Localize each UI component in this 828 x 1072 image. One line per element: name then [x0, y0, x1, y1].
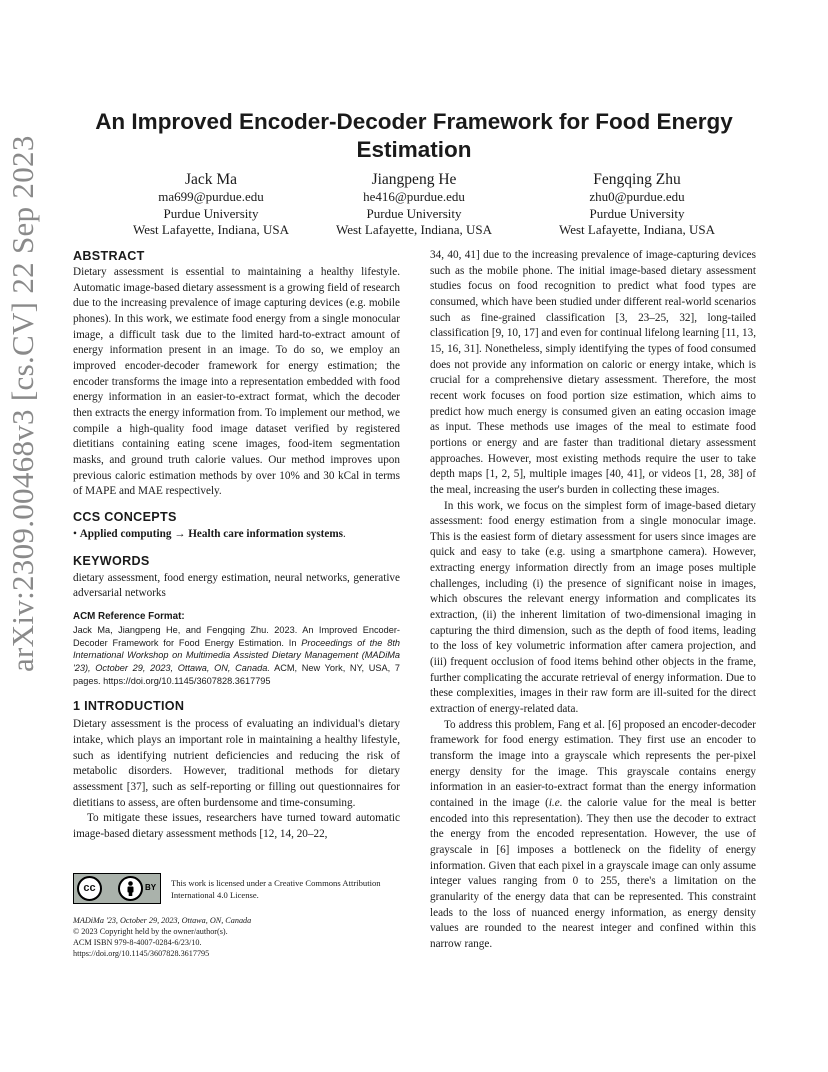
abstract-text: Dietary assessment is essential to maintaining a healthy lifestyle. Automatic image-based dietary assessment is a growing field of research due to the increasing prevalence of image capturing devices (e.g. mobile phones). In this work, we estimate food energy from a single monocular image, a difficult task due to the limited hard-to-extract amount of energy information present in an image. To do so, we employ an improved encoder-decoder framework for energy estimation; the encoder transforms the image into a representation embedded with food energy information in an easier-to-extract format, which the decoder then extracts the energy information from. To implement our method, we compile a high-quality food image dataset verified by registered dietitians containing eating scene images, food-item segmentation masks, and ground truth calorie values. Our method improves upon previous caloric estimation methods by over 10% and 30 kCal in terms of MAPE and MAE respectively.: [73, 266, 400, 498]
author-location: West Lafayette, Indiana, USA: [336, 222, 492, 237]
acm-reference-heading: ACM Reference Format:: [73, 610, 185, 622]
paper-title: An Improved Encoder-Decoder Framework for Food Energy Estimation: [95, 109, 733, 162]
acm-reference: [73, 610, 400, 688]
ccs-concept: Applied computing → Health care information systems: [79, 527, 344, 540]
paragraph-4-text-b: the calorie value for the meal is better encoded into this representation). They then use the decoder to extract the energy from the encoded representation. However, the use of grayscale in [6] imposes a bottleneck on the fidelity of energy information. Given that each pixel in a grayscale image can only assume integer values ranging from 0 to 255, there's a limitation on the granularity of the energy data that can be represented. This constraint leads to the loss of nuanced energy information, as energy density values are rounded to the nearest integer and confined within this narrow range.: [430, 796, 757, 950]
author-location: West Lafayette, Indiana, USA: [133, 222, 289, 237]
introduction-paragraph-1: Dietary assessment is the process of evaluating an individual's dietary intake, which plays an important role in maintaining a healthy lifestyle, such as identifying nutrient deficiencies and reducing the risk of metabolic disorders. However, traditional methods for dietary assessment [37], such as self-reporting or filling out questionnaires for dietitians to assess, are often burdensome and time-consuming.: [73, 718, 400, 809]
right-column: [430, 248, 756, 953]
left-column: [73, 248, 400, 843]
footer-isbn: ACM ISBN 979-8-4007-0284-6/23/10.: [73, 938, 202, 947]
author-affiliation: Purdue University: [163, 205, 259, 221]
author-email: he416@purdue.edu: [363, 189, 465, 204]
author-affiliation: Purdue University: [366, 205, 462, 221]
author-email: ma699@purdue.edu: [158, 189, 264, 204]
abstract-heading: ABSTRACT: [73, 249, 145, 263]
ccs-concepts-line: [73, 527, 400, 543]
paragraph-4-text-a: To address this problem, Fang et al. [6] proposed an encoder-decoder framework for food energy estimation. They first use an encoder to transform the image into a grayscale which represents the per-pixel energy density for the image. This grayscale contains energy information in an easier-to-extract format than the energy information contained in the image (: [430, 718, 756, 809]
acm-reference-publisher: ACM, New York, NY, USA, 7 pages. https://doi.org/10.1145/3607828.3617795: [73, 662, 400, 686]
cc-logo-icon: cc: [77, 876, 102, 901]
by-label: BY: [145, 883, 157, 892]
cc-by-license-badge[interactable]: [73, 873, 161, 904]
keywords-text: dietary assessment, food energy estimation, neural networks, generative adversarial networks: [73, 571, 400, 600]
author-affiliation: Purdue University: [589, 205, 685, 221]
footer-copyright: © 2023 Copyright held by the owner/author(s).: [73, 927, 228, 936]
introduction-heading: 1 INTRODUCTION: [73, 699, 185, 714]
author-name: Jiangpeng He: [371, 171, 457, 188]
introduction-paragraph-2: To mitigate these issues, researchers have turned toward automatic image-based dietary assessment methods [12, 14, 20–22,: [73, 812, 400, 840]
author-block-3: [512, 170, 762, 239]
footer-venue: MADiMa '23, October 29, 2023, Ottawa, ON, Canada: [73, 916, 252, 925]
keywords-heading: KEYWORDS: [73, 553, 150, 568]
intro-paragraph-3: In this work, we focus on the simplest form of image-based dietary assessment: food energy estimation from a single monocular image. This is the easiest form of dietary assessment for users since images are quick and easy to take (e.g. using a smartphone camera). However, extracting energy information directly from an image poses multiple challenges, including (i) the presence of significant noise in images, which obscures the relevant energy information and complicates its extraction, (ii) the inherent limitation of two-dimensional imaging in capturing the third dimension, such as the depth of food items, leading to the loss of key volumetric information after camera projection, and (iii) frequent occlusion of food items behind other objects in the frame, further complicating the accurate retrieval of energy information. Due to these complexities, images in their raw form are ill-suited for the direct extraction of energy-related data.: [430, 499, 756, 716]
author-name: Jack Ma: [184, 171, 238, 188]
person-icon-glyph: [120, 878, 141, 899]
person-icon: [118, 876, 143, 901]
footer-notes: [73, 915, 403, 959]
ccs-period: .: [343, 527, 346, 540]
author-email: zhu0@purdue.edu: [589, 189, 685, 204]
acm-reference-authors: Jack Ma, Jiangpeng He, and Fengqing Zhu. 2023. An Improved Encoder-Decoder Framework for Food Energy Estimation. In: [73, 624, 400, 648]
intro-paragraph-2-continued: 34, 40, 41] due to the increasing prevalence of image-capturing devices such as the mobile phone. The initial image-based dietary assessment studies focus on food recognition to predict what food types are consumed, which have been studied under different real-world scenarios such as fine-grained classification [3, 23–25, 32], long-tailed classification [9, 10, 17] and even for continual lifelong learning [11, 13, 15, 16, 31]. Nonetheless, simply identifying the types of food consumed does not provide any information on caloric or energy intake, which is crucial for a comprehensive dietary assessment. Therefore, the most recent work focuses on food portion size estimation, which aims to predict how much energy is consumed given an eating occasion image as input. These methods use images of the meal to estimate food portions or energy and are faster than traditional dietary assessment approaches. However, most existing methods require the user to take depth maps [1, 2, 5], multiple images [40, 41], or videos [1, 28, 38] of the meal, increasing the user's burden in collecting these images.: [430, 249, 756, 496]
footer-doi[interactable]: https://doi.org/10.1145/3607828.3617795: [73, 949, 210, 958]
license-text: This work is licensed under a Creative Commons Attribution International 4.0 License.: [171, 878, 381, 900]
author-name: Fengqing Zhu: [593, 171, 681, 188]
intro-paragraph-4: [430, 718, 756, 953]
author-block-2: [289, 170, 539, 239]
ccs-heading: CCS CONCEPTS: [73, 509, 177, 524]
ie-abbreviation: i.e.: [548, 796, 563, 809]
acm-reference-text: [73, 624, 400, 688]
acm-reference-venue: Proceedings of the 8th International Workshop on Multimedia Assisted Dietary Management (MADiMa '23), October 29, 2023, Ottawa, ON, Canada.: [73, 637, 400, 673]
arxiv-identifier-stamp: arXiv:2309.00468v3 [cs.CV] 22 Sep 2023: [5, 135, 40, 672]
ccs-bullet: •: [73, 527, 77, 540]
author-location: West Lafayette, Indiana, USA: [559, 222, 715, 237]
